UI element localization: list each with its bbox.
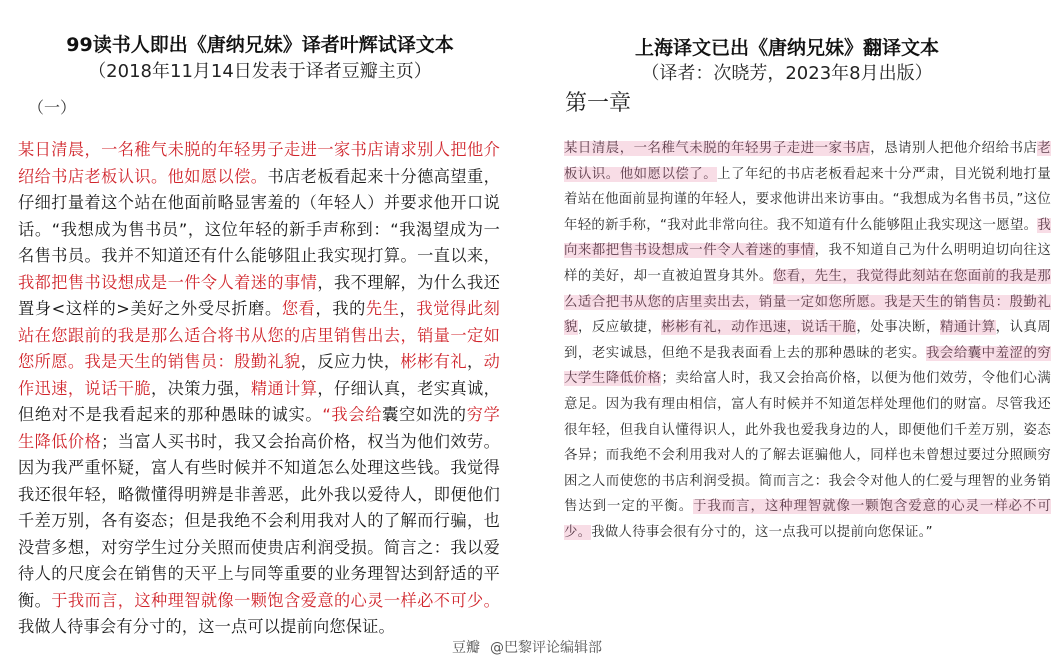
- right-text-segment: 彬彬有礼，动作迅速，说话干脆: [661, 320, 857, 336]
- left-text-segment: ，: [466, 352, 484, 371]
- left-text-segment: ，我的: [315, 299, 366, 318]
- right-text-segment: ，认真周到，老实诚恳，但绝不是我表面看上去的那种愚昧的老实。: [564, 320, 1052, 361]
- left-text-segment: 囊空如洗的: [382, 405, 467, 424]
- right-text-segment: 我向来都把售书设想成一件令人着迷的事情: [564, 217, 1051, 259]
- left-text-segment: 我做人待事会有分寸的，这一点可以提前向您保证。: [18, 617, 395, 636]
- right-text-segment: 我会给囊中羞涩的穷大学生降低价格: [564, 345, 1052, 387]
- left-text-segment: 于我而言，这种理智就像一颗饱含爱意的心灵一样必不可少。: [51, 590, 500, 610]
- left-text-segment: 精通计算: [250, 378, 318, 398]
- right-text-segment: 上了年纪的书店老板看起来十分严肃，目光锐利地打量着站在他面前显拘谨的年轻人，要求他讲出来访事由。“我想成为名售书员，”这位年轻的新手称，“我对此非常向往。我不知道有什么能够阻止我实现这一愿望。: [564, 166, 1052, 233]
- right-title: 上海译文已出《唐纳兄妹》翻译文本: [634, 37, 939, 59]
- right-subtitle: （译者：次晓芳，2023年8月出版）: [641, 63, 933, 84]
- right-translation-text: [564, 136, 1051, 546]
- section-marker: （一）: [28, 98, 77, 117]
- left-text-segment: 彬彬有礼: [400, 352, 467, 371]
- left-text-segment: 动作迅速，说话干脆: [18, 352, 501, 398]
- account-label: @巴黎评论编辑部: [490, 640, 602, 656]
- left-text-segment: ，我不理解，为什么我还置身<这样的>美好之外受尽折磨。: [18, 272, 501, 318]
- right-text-segment: ，恳请别人把他介绍给书店: [870, 141, 1038, 156]
- left-text-segment: ，反应力快，: [300, 352, 401, 371]
- left-text-segment: “我会给: [322, 405, 383, 424]
- footer-watermark: [452, 637, 602, 657]
- left-text-segment: 先生: [365, 299, 400, 318]
- right-text-segment: 某日清晨，一名稚气未脱的年轻男子走进一家书店: [564, 141, 871, 156]
- left-subtitle: （2018年11月14日发表于译者豆瓣主页）: [88, 61, 432, 82]
- right-text-segment: 于我而言，这种理智就像一颗饱含爱意的心灵一样必不可少。: [564, 499, 1052, 540]
- left-text-segment: 某日清晨，一名稚气未脱的年轻男子走进一家书店请求别人把他介绍给书店老板认识。他如愿以偿。: [18, 140, 500, 186]
- left-text-segment: ，决策力强，: [151, 378, 251, 398]
- left-title: 99读书人即出《唐纳兄妹》译者叶辉试译文本: [66, 34, 454, 56]
- left-text-segment: 您看: [281, 299, 316, 318]
- right-text-segment: ，我不知道自己为什么明明迫切向往这样的美好，却一直被迫置身其外。: [564, 243, 1052, 284]
- right-text-segment: ；卖给富人时，我又会抬高价格，以便为他们效劳，令他们心满意足。因为我有理由相信，富人有时候并不知道怎样处理他们的财富。尽管我还很年轻，但我自认懂得识人，此外我也爱我身边的人，即便他们千差万别，姿态各异；而我绝不会利用我对人的了解去诓骗他人，同样也未曾想过要过分照顾穷困之人而使您的书店利润受损。简而言之：我会令对他人的仁爱与理智的业务销售达到一定的平衡。: [564, 371, 1052, 515]
- right-text-segment: 精通计算: [939, 320, 996, 336]
- right-text-segment: 您看，先生，我觉得此刻站在您面前的我是那么适合把书从您的店里卖出去，销量一定如您所愿。我是天生的销售员：殷勤礼貌: [564, 268, 1052, 336]
- right-text-segment: 我做人待事会很有分寸的，这一点我可以提前向您保证。”: [591, 524, 933, 540]
- left-translation-text: [18, 137, 500, 641]
- chapter-heading: 第一章: [565, 91, 632, 116]
- left-text-segment: 我都把售书设想成是一件令人着迷的事情: [18, 272, 318, 292]
- left-text-segment: ，仔细认真，老实真诚，但绝对不是我看起来的那种愚昧的诚实。: [18, 378, 500, 424]
- left-text-segment: ；当富人买书时，我又会抬高价格，权当为他们效劳。因为我严重怀疑，富人有些时候并不知道怎么处理这些钱。我觉得我还很年轻，略微懂得明辨是非善恶，此外我以爱待人，即便他们千差万别，各有姿态；但是我绝不会利用我对人的了解而行骗，也没营多想，对穷学生过分关照而使贵店利润受损。简言之：我以爱待人的尺度会在销售的天平上与同等重要的业务理智达到舒适的平衡。: [18, 431, 500, 610]
- right-text-segment: ，处事决断，: [856, 320, 940, 336]
- right-text-segment: 老板认识。他如愿以偿了。: [564, 141, 1052, 182]
- right-text-segment: ，反应敏捷，: [577, 320, 662, 336]
- left-text-segment: 我觉得此刻站在您跟前的我是那么适合将书从您的店里销售出去，销量一定如您所愿。我是天生的销售员：殷勤礼貌: [18, 299, 501, 371]
- left-text-segment: 书店老板看起来十分德高望重，仔细打量着这个站在他面前略显害羞的（年轻人）并要求他开口说话。“我想成为售书员”，这位年轻的新手声称到：“我渴望成为一名售书员。我并不知道还有什么能够阻止我实现打算。一直以来，: [18, 166, 500, 265]
- left-text-segment: 穷学生降低价格: [18, 405, 500, 451]
- left-text-segment: ，: [399, 299, 417, 318]
- platform-label: 豆瓣: [452, 640, 480, 656]
